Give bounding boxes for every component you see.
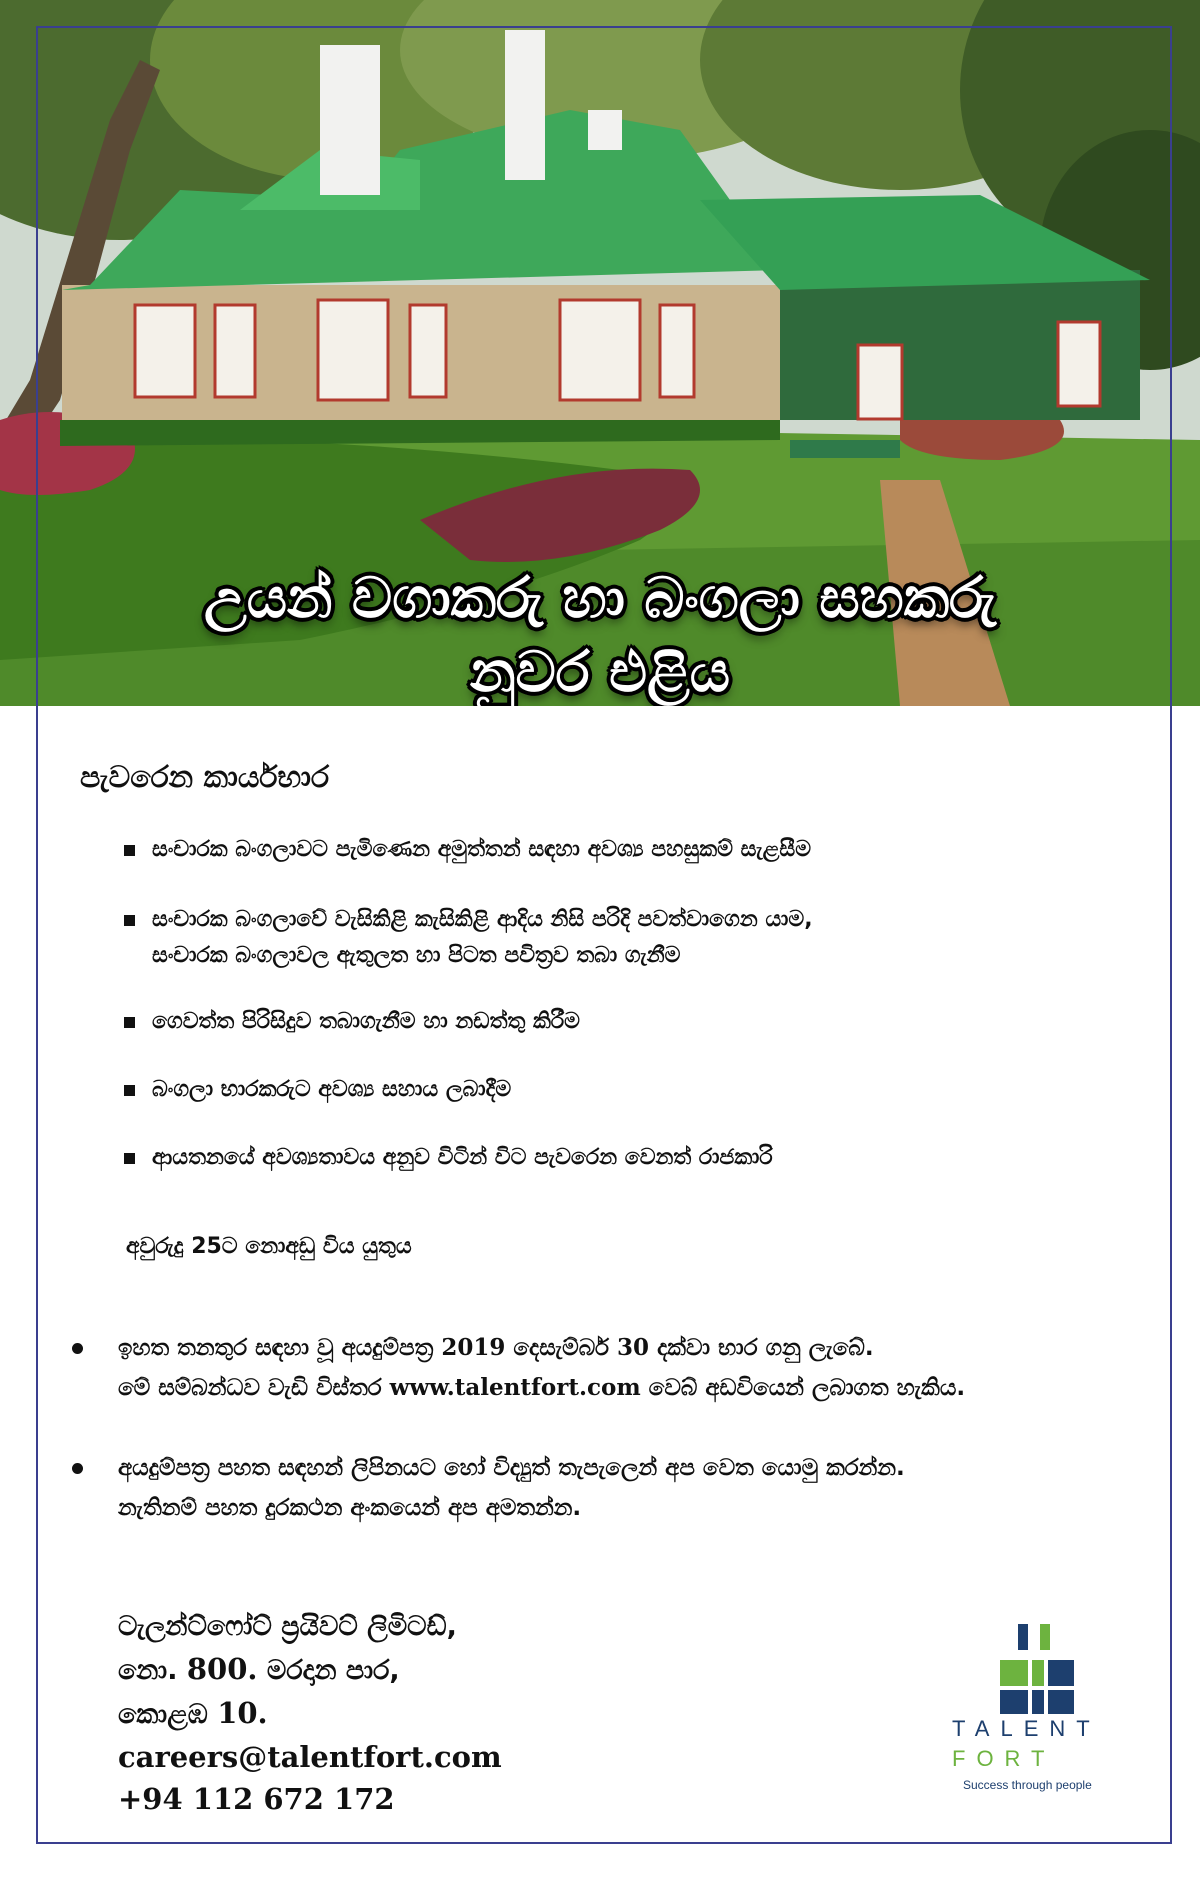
website-link[interactable]: www.talentfort.com <box>389 1374 641 1401</box>
list-item <box>124 832 811 868</box>
note-text: නැතිනම් පහත දුරකථන අංකයෙන් අප අමතන්න. <box>118 1495 582 1521</box>
note-deadline <box>72 1328 965 1408</box>
street-prefix: නො. <box>118 1655 187 1686</box>
deadline-month: දෙසැම්බර් <box>505 1335 618 1361</box>
duty-text: බංගලා භාරකරුට අවශ්‍ය සහාය ලබාදීම <box>152 1077 512 1102</box>
bullet-square-icon <box>124 845 135 856</box>
logo-word-fort: FORT <box>952 1746 1056 1771</box>
city-name: කොළඹ <box>118 1699 218 1730</box>
hero-location: නුවර එළිය <box>470 640 730 705</box>
company-name: ටැලන්ට්ෆෝට් ප්‍රයිවට් ලිමිටඩ්, <box>118 1611 457 1642</box>
phone-number[interactable]: +94 112 672 172 <box>118 1782 395 1816</box>
duties-heading: පැවරෙන කාර්යභාර <box>80 760 330 795</box>
list-item <box>124 902 813 974</box>
note-text: අයදුම්පත්‍ර පහත සඳහන් ලිපිනයට හෝ විද්‍යුත් තැපැලෙන් අප වෙත යොමු කරන්න. <box>118 1455 905 1481</box>
bullet-square-icon <box>124 1017 135 1028</box>
duty-text: ආයතනයේ අවශ්‍යතාවය අනුව විටින් විට පැවරෙන වෙනත් රාජකාරි <box>152 1145 773 1170</box>
note-text: ඉහත තනතුර සඳහා වූ අයදුම්පත්‍ර <box>118 1335 442 1361</box>
age-requirement: අවුරුදු 25ට නොඅඩු විය යුතුය <box>126 1234 412 1259</box>
note-text: වෙබ් අඩවියෙන් ලබාගත හැකිය. <box>640 1375 966 1401</box>
deadline-day: 30 <box>617 1334 650 1361</box>
list-item <box>124 1140 773 1176</box>
note-text: මේ සම්බන්ධව වැඩි විස්තර <box>118 1375 390 1401</box>
bullet-dot-icon <box>72 1463 83 1474</box>
bullet-square-icon <box>124 1153 135 1164</box>
street-name: මරදාන පාර, <box>257 1655 400 1686</box>
logo-tagline: Success through people <box>963 1778 1092 1792</box>
logo-word-talent: TALENT <box>952 1716 1101 1741</box>
deadline-year: 2019 <box>441 1334 506 1361</box>
note-contact <box>72 1448 905 1528</box>
list-item <box>124 1004 580 1040</box>
duty-text-continued: සංචාරක බංගලාවල ඇතුලත හා පිටත පවිත්‍රව තබා ගැනීම <box>152 943 681 968</box>
duty-text: ගෙවත්ත පිරිසිදුව තබාගැනීම හා නඩත්තු කිරීම <box>152 1009 580 1034</box>
street-number: 800. <box>186 1652 258 1686</box>
logo-mark-icon <box>940 1620 1140 1720</box>
list-item <box>124 1072 511 1108</box>
bullet-dot-icon <box>72 1343 83 1354</box>
street-address <box>118 1648 502 1692</box>
bullet-square-icon <box>124 1085 135 1096</box>
duty-text: සංචාරක බංගලාවට පැමිණෙන අමුත්තන් සඳහා අවශ්‍ය පහසුකම් සැළසීම <box>152 837 812 862</box>
email-link[interactable]: careers@talentfort.com <box>118 1740 502 1774</box>
bullet-square-icon <box>124 915 135 926</box>
city <box>118 1692 502 1736</box>
talentfort-logo <box>940 1620 1140 1800</box>
note-text: දක්වා භාර ගනු ලැබේ. <box>649 1335 874 1361</box>
contact-address <box>118 1606 502 1820</box>
hero-title: උයන් වගාකරු හා බංගලා සහකරු <box>203 566 997 631</box>
duty-text: සංචාරක බංගලාවේ වැසිකිළි කැසිකිළි ආදිය නිසි පරිදි පවත්වාගෙන යාම, <box>152 907 813 932</box>
city-number: 10. <box>217 1696 268 1730</box>
